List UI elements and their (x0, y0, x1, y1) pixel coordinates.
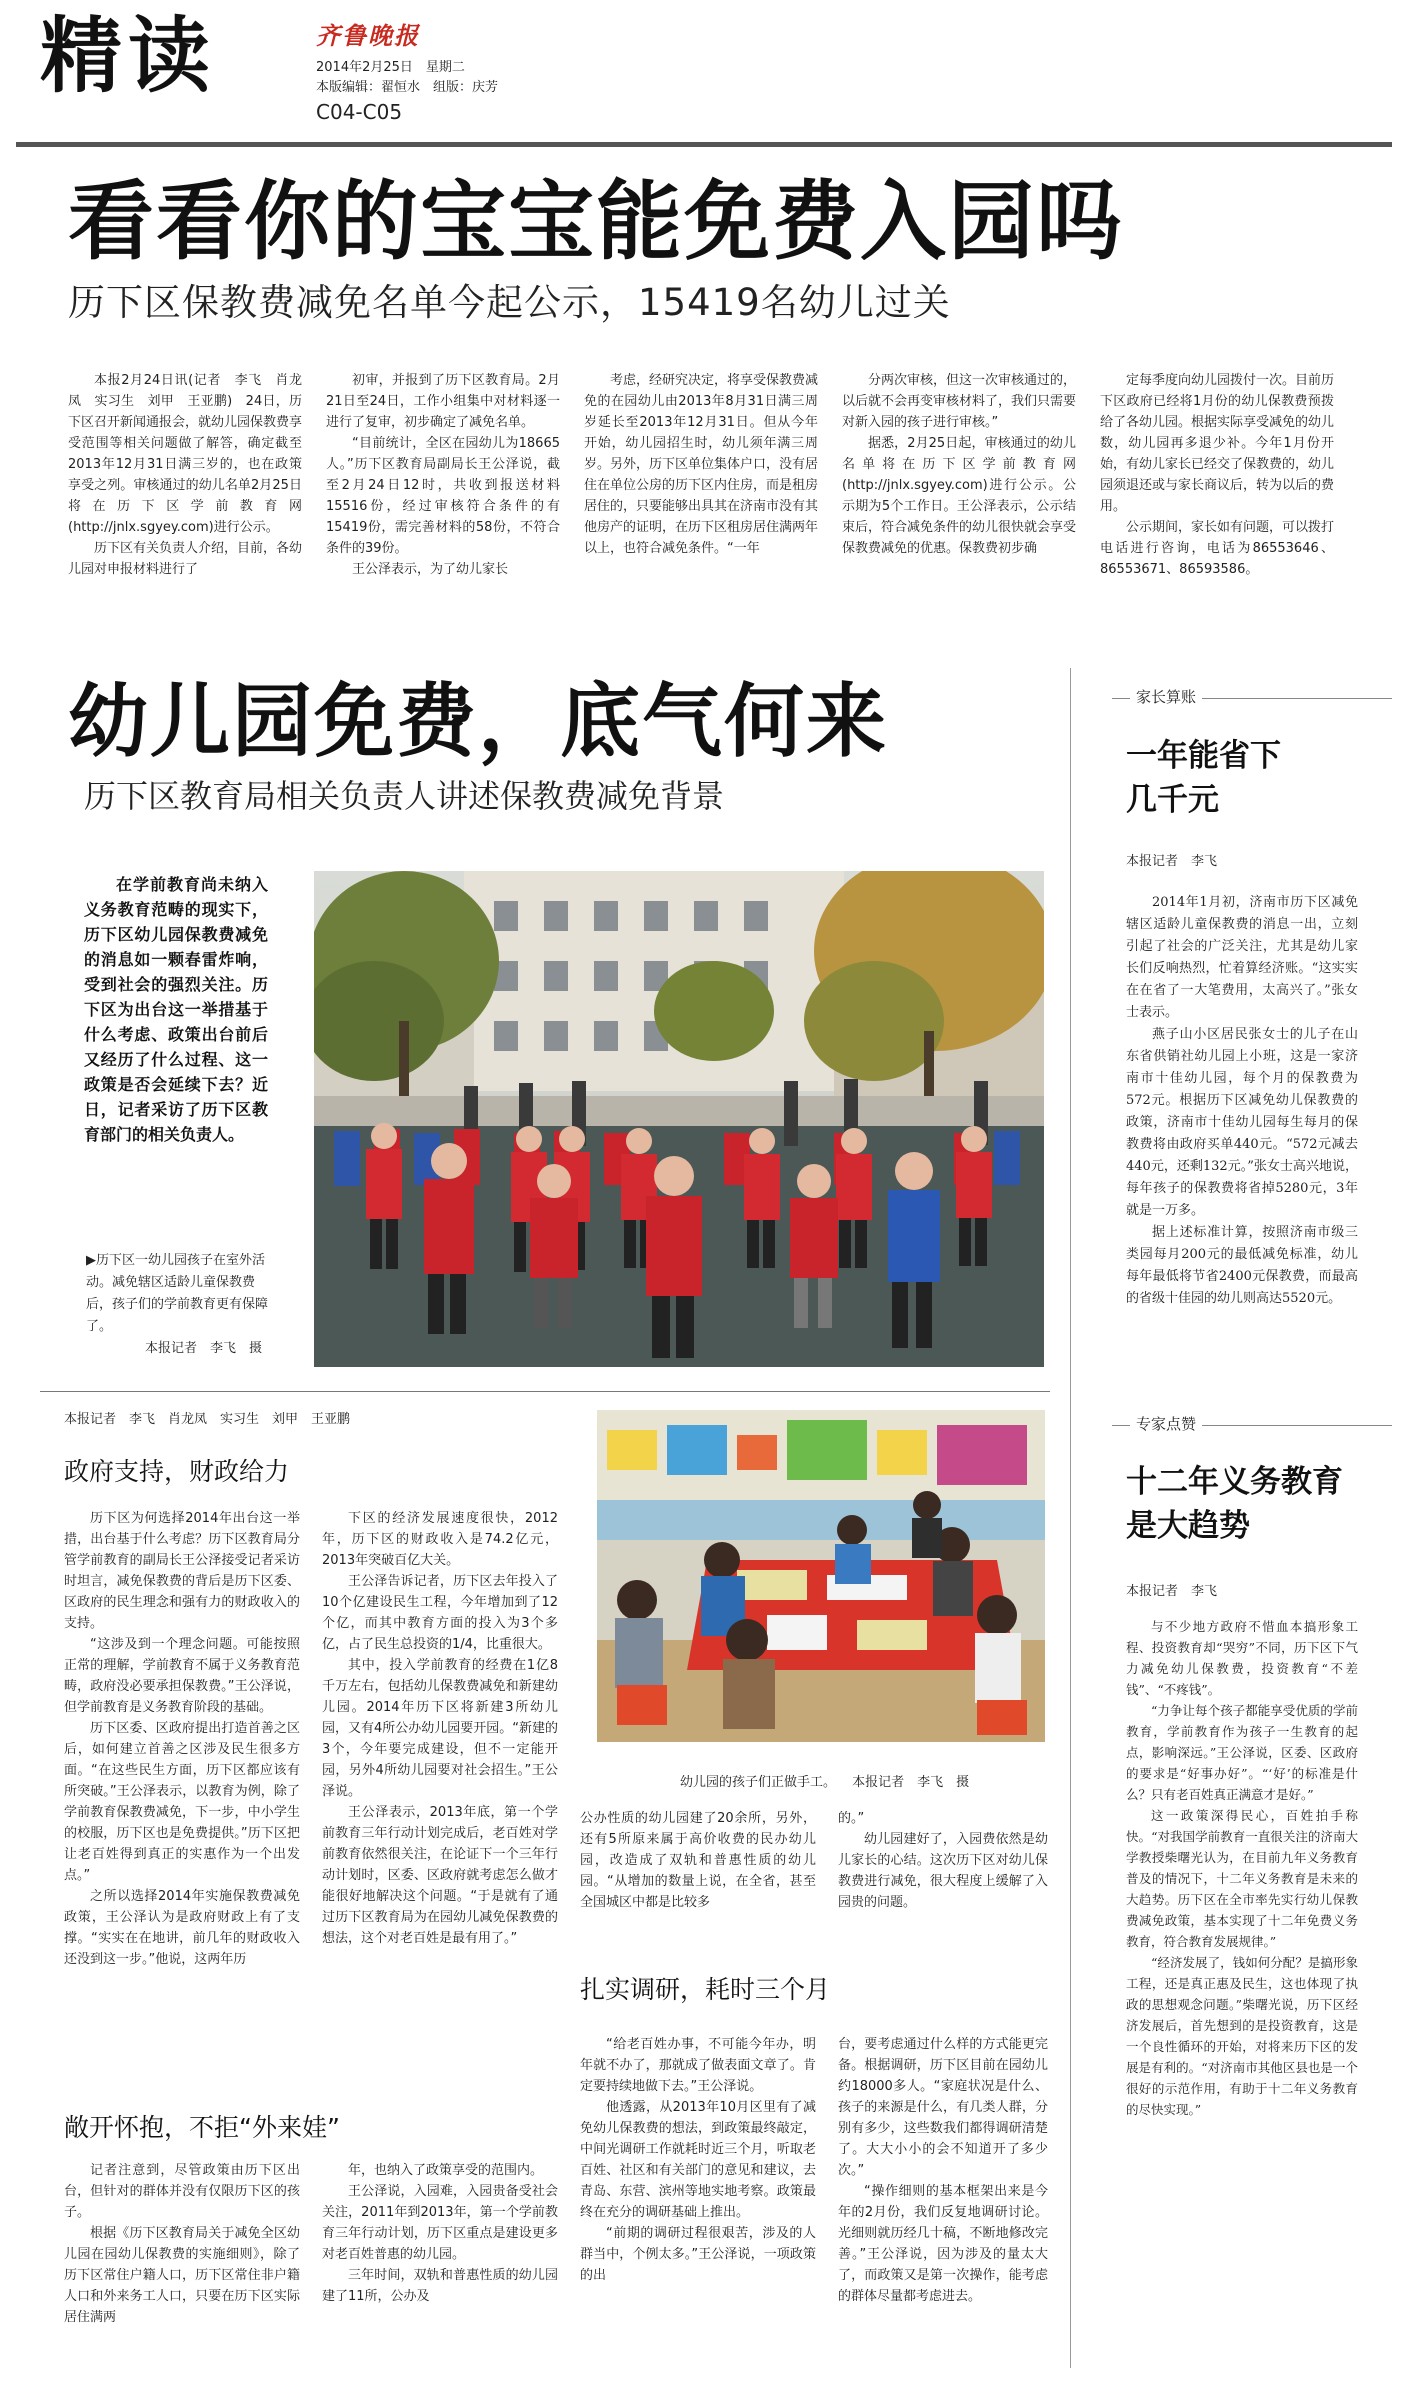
section2-title: 敞开怀抱，不拒“外来娃” (64, 2113, 340, 2142)
paragraph: 公示期间，家长如有问题，可以拨打电话进行咨询，电话为86553646、86553671、86593586。 (1100, 520, 1335, 577)
paragraph: “这涉及到一个理念问题。可能按照正常的理解，学前教育不属于义务教育范畴，政府没必要承担保教费。”王公泽说，但学前教育是义务教育阶段的基础。 (64, 1637, 300, 1715)
paragraph: 分两次审核，但这一次审核通过的，以后就不会再变审核材料了，我们只需要对新入园的孩子进行审核。” (842, 373, 1077, 430)
section-title: 精读 (40, 8, 217, 104)
masthead-rule (16, 142, 1392, 147)
photo1-caption: 历下区一幼儿园孩子在室外活动。减免辖区适龄儿童保教费后，孩子们的学前教育更有保障了。 (86, 1253, 269, 1334)
article2-subhead: 历下区教育局相关负责人讲述保教费减免背景 (84, 777, 725, 815)
mid-col2 (838, 1808, 1048, 1913)
section3-col2 (838, 2034, 1048, 2307)
section2-col2 (322, 2160, 558, 2307)
article2-byline: 本报记者 李飞 肖龙凤 实习生 刘甲 王亚鹏 (64, 1412, 351, 1427)
photo-classroom-craft (597, 1410, 1045, 1742)
photo1-credit: 本报记者 李飞 摄 (144, 1341, 262, 1356)
article1-col2 (326, 370, 560, 580)
sidebar1-label: 家长算账 (1130, 686, 1202, 707)
paragraph: “经济发展了，钱如何分配？是搞形象工程，还是真正惠及民生，这也体现了执政的思想观念问题。”柴曙光说，历下区经济发展后，首先想到的是投资教育，这是一个良性循环的开始，对将来历下区的发展是有利的。“对济南市其他区县也是一个很好的示范作用，有助于十二年义务教育的尽快实现。” (1126, 1955, 1358, 2117)
paragraph: 的。” (838, 1811, 865, 1826)
paragraph: 年，也纳入了政策享受的范围内。 (348, 2163, 544, 2178)
sidebar-divider (1070, 668, 1071, 2368)
sidebar1-byline: 本报记者 李飞 (1126, 854, 1218, 869)
mid-col1 (580, 1808, 816, 1913)
article2-headline: 幼儿园免费，底气何来 (68, 675, 888, 768)
sidebar2-label: 专家点赞 (1130, 1413, 1202, 1434)
paragraph: “目前统计，全区在园幼儿为18665人。”历下区教育局副局长王公泽说，截至2月24日12时，共收到报送材料15516份，经过审核符合条件的有15419份，需完善材料的58份，不符合条件的39份。 (326, 436, 560, 556)
sidebar2-body (1126, 1616, 1358, 2120)
caption-marker-icon: ▶ (86, 1253, 96, 1268)
paragraph: 根据《历下区教育局关于减免全区幼儿园在园幼儿保教费的实施细则》，除了历下区常住户籍人口，历下区常住非户籍人口和外来务工人口，只要在历下区实际居住满两 (64, 2226, 300, 2325)
paragraph: 记者注意到，尽管政策由历下区出台，但针对的群体并没有仅限历下区的孩子。 (64, 2163, 300, 2220)
paragraph: 历下区有关负责人介绍，目前，各幼儿园对申报材料进行了 (68, 541, 303, 577)
section3-title: 扎实调研，耗时三个月 (580, 1975, 831, 2004)
paragraph: 与不少地方政府不惜血本搞形象工程、投资教育却“哭穷”不同，历下区下气力减免幼儿保教费，投资教育“不差钱”、“不疼钱”。 (1126, 1619, 1358, 1697)
sidebar2-byline: 本报记者 李飞 (1126, 1584, 1218, 1599)
paragraph: 这一政策深得民心，百姓拍手称快。“对我国学前教育一直很关注的济南大学教授柴曙光认为，在目前九年义务教育普及的情况下，十二年义务教育是未来的大趋势。历下区在全市率先实行幼儿保教费减免政策，基本实现了十二年免费义务教育，符合教育发展规律。” (1126, 1808, 1358, 1949)
paragraph: 幼儿园建好了，入园费依然是幼儿家长的心结。这次历下区对幼儿保教费进行减免，很大程度上缓解了入园贵的问题。 (838, 1832, 1048, 1910)
article1-subhead: 历下区保教费减免名单今起公示，15419名幼儿过关 (68, 281, 951, 324)
paper-logo: 齐鲁晚报 (316, 21, 420, 50)
paragraph: 公办性质的幼儿园建了20余所，另外，还有5所原来属于高价收费的民办幼儿园，改造成了双轨和普惠性质的幼儿园。“从增加的数量上说，在全省，甚至全国城区中都是比较多 (580, 1811, 816, 1910)
paragraph: 燕子山小区居民张女士的儿子在山东省供销社幼儿园上小班，这是一家济南市十佳幼儿园，每个月的保教费为572元。根据历下区减免幼儿保教费的政策，济南市十佳幼儿园每生每月的保教费将由政府买单440元。“572元减去440元，还剩132元。”张女士高兴地说，每年孩子的保教费将省掉5280元，3年就是一万多。 (1126, 1027, 1358, 1218)
paragraph: 三年时间，双轨和普惠性质的幼儿园建了11所，公办及 (322, 2268, 558, 2304)
paragraph: 考虑，经研究决定，将享受保教费减免的在园幼儿由2013年8月31日满三周岁延长至2013年12月31日。但从今年开始，幼儿园招生时，幼儿须年满三周岁。另外，历下区单位集体户口，没有居住在单位公房的历下区内住房，而是租房居住的，只要能够出具其在济南市没有其他房产的证明，在历下区租房居住满两年以上，也符合减免条件。“一年 (584, 373, 819, 556)
paragraph: 王公泽表示，为了幼儿家长 (352, 562, 509, 577)
article1-col4 (842, 370, 1076, 559)
paragraph: 其中，投入学前教育的经费在1亿8千万左右，包括幼儿保教费减免和新建幼儿园。2014年历下区将新建3所幼儿园，又有4所公办幼儿园要开园。“新建的3个，今年要完成建设，但不一定能开园，另外4所幼儿园要对社会招生。”王公泽说。 (322, 1658, 559, 1799)
article1-headline: 看看你的宝宝能免费入园吗 (68, 172, 1124, 272)
issue-date: 2014年2月25日 星期二 (316, 60, 465, 75)
photo2-caption: 幼儿园的孩子们正做手工。 (680, 1775, 837, 1790)
section1-col2 (322, 1508, 558, 1949)
paragraph: 初审，并报到了历下区教育局。2月21日至24日，工作小组集中对材料逐一进行了复审，初步确定了减免名单。 (326, 373, 560, 430)
sidebar1-headline: 一年能省下几千元 (1126, 738, 1281, 818)
section1-title: 政府支持，财政给力 (64, 1457, 290, 1486)
paragraph: 下区的经济发展速度很快，2012年，历下区的财政收入是74.2亿元，2013年突破百亿大关。 (322, 1511, 558, 1568)
paragraph: “前期的调研过程很艰苦，涉及的人群当中，个例太多。”王公泽说，一项政策的出 (580, 2226, 816, 2283)
page-range: C04-C05 (316, 100, 403, 124)
paragraph: 王公泽告诉记者，历下区去年投入了10个亿建设民生工程，今年增加到了12个亿，而其中教育方面的投入为3个多亿，占了民生总投资的1/4，比重很大。 (322, 1574, 558, 1652)
article2-intro (84, 872, 268, 1147)
sidebar1-body (1126, 892, 1358, 1310)
article1-col5 (1100, 370, 1334, 580)
paragraph: “力争让每个孩子都能享受优质的学前教育，学前教育作为孩子一生教育的起点，影响深远。”王公泽说，区委、区政府的要求是“好事办好”。“‘好’的标准是什么？只有老百姓真正满意才是好。” (1126, 1703, 1358, 1802)
photo2-caption-line (680, 1772, 969, 1794)
section2-col1 (64, 2160, 300, 2328)
paragraph: 在学前教育尚未纳入义务教育范畴的现实下，历下区幼儿园保教费减免的消息如一颗春雷炸响，受到社会的强烈关注。历下区为出台这一举措基于什么考虑、政策出台前后又经历了什么过程、这一政策是否会延续下去？近日，记者采访了历下区教育部门的相关负责人。 (84, 875, 268, 1144)
section1-col1 (64, 1508, 300, 1970)
photo2-credit: 本报记者 李飞 摄 (852, 1775, 970, 1790)
paragraph: 历下区为何选择2014年出台这一举措，出台基于什么考虑？历下区教育局分管学前教育的副局长王公泽接受记者采访时坦言，减免保教费的背后是历下区委、区政府的民生理念和强有力的财政收入的支持。 (64, 1511, 300, 1631)
article1-col3 (584, 370, 818, 559)
section3-col1 (580, 2034, 816, 2286)
paragraph: 他透露，从2013年10月区里有了减免幼儿保教费的想法，到政策最终敲定，中间光调研工作就耗时近三个月，听取老百姓、社区和有关部门的意见和建议，去青岛、东营、滨州等地实地考察。政策最终在充分的调研基础上推出。 (580, 2100, 816, 2220)
paragraph: 之所以选择2014年实施保教费减免政策，王公泽认为是政府财政上有了支撑。“实实在在地讲，前几年的财政收入还没到这一步。”他说，这两年历 (64, 1889, 300, 1967)
paragraph: 定每季度向幼儿园拨付一次。目前历下区政府已经将1月份的幼儿保教费预拨给了各幼儿园。根据实际享受减免的幼儿数，幼儿园再多退少补。今年1月份开始，有幼儿家长已经交了保教费的，幼儿园须退还或与家长商议后，转为以后的费用。 (1100, 373, 1335, 514)
sidebar2-headline: 十二年义务教育是大趋势 (1126, 1464, 1343, 1544)
paragraph: 台，要考虑通过什么样的方式能更完备。根据调研，历下区目前在园幼儿约18000多人。“家庭状况是什么、孩子的来源是什么，有几类人群，分别有多少，这些数我们都得调研清楚了。大大小小的会不知道开了多少次。” (838, 2037, 1048, 2178)
paragraph: 王公泽说，入园难，入园贵备受社会关注，2011年到2013年，第一个学前教育三年行动计划，历下区重点是建设更多对老百姓普惠的幼儿园。 (322, 2184, 558, 2262)
paragraph: 据上述标准计算，按照济南市级三类园每月200元的最低减免标准，幼儿每年最低将节省2400元保教费，而最高的省级十佳园的幼儿则高达5520元。 (1126, 1225, 1358, 1306)
paragraph: “给老百姓办事，不可能今年办，明年就不办了，那就成了做表面文章了。肯定要持续地做下去。”王公泽说。 (580, 2037, 816, 2094)
paragraph: 王公泽表示，2013年底，第一个学前教育三年行动计划完成后，老百姓对学前教育依然很关注，在论证下一个三年行动计划时，区委、区政府就考虑怎么做才能很好地解决这个问题。“于是就有了通过历下区教育局为在园幼儿减免保教费的想法，这个对老百姓是最有用了。” (322, 1805, 558, 1946)
divider (40, 1391, 1050, 1392)
photo-outdoor-activity (314, 871, 1044, 1367)
editors-line: 本版编辑：翟恒水 组版：庆芳 (316, 80, 499, 95)
paragraph: 2014年1月初，济南市历下区减免辖区适龄儿童保教费的消息一出，立刻引起了社会的广泛关注，尤其是幼儿家长们反响热烈，忙着算经济账。“这实实在在省了一大笔费用，太高兴了。”张女士表示。 (1126, 895, 1358, 1020)
paragraph: “操作细则的基本框架出来是今年的2月份，我们反复地调研讨论。光细则就历经几十稿，不断地修改完善。”王公泽说，因为涉及的量太大了，而政策又是第一次操作，能考虑的群体尽量都考虑进去。 (838, 2184, 1048, 2304)
article1-col1 (68, 370, 302, 580)
paragraph: 据悉，2月25日起，审核通过的幼儿名单将在历下区学前教育网(http://jnlx.sgyey.com)进行公示。公示期为5个工作日。王公泽表示，公示结束后，符合减免条件的幼儿很快就会享受保教费减免的优惠。保教费初步确 (842, 436, 1077, 556)
paragraph: 本报2月24日讯(记者 李飞 肖龙凤 实习生 刘甲 王亚鹏) 24日，历下区召开新闻通报会，就幼儿园保教费享受范围等相关问题做了解答，确定截至2013年12月31日满三岁的，也在政策享受之列。审核通过的幼儿名单2月25日将在历下区学前教育网(http://jnlx.sgyey.com)进行公示。 (68, 373, 303, 535)
photo1-caption-block (86, 1250, 272, 1360)
paragraph: 历下区委、区政府提出打造首善之区后，如何建立首善之区涉及民生很多方面。“在这些民生方面，历下区都应该有所突破。”王公泽表示，以教育为例，除了学前教育保教费减免，下一步，中小学生的校服，历下区也是免费提供。”历下区把让老百姓得到真正的实惠作为一个出发点。” (64, 1721, 300, 1883)
